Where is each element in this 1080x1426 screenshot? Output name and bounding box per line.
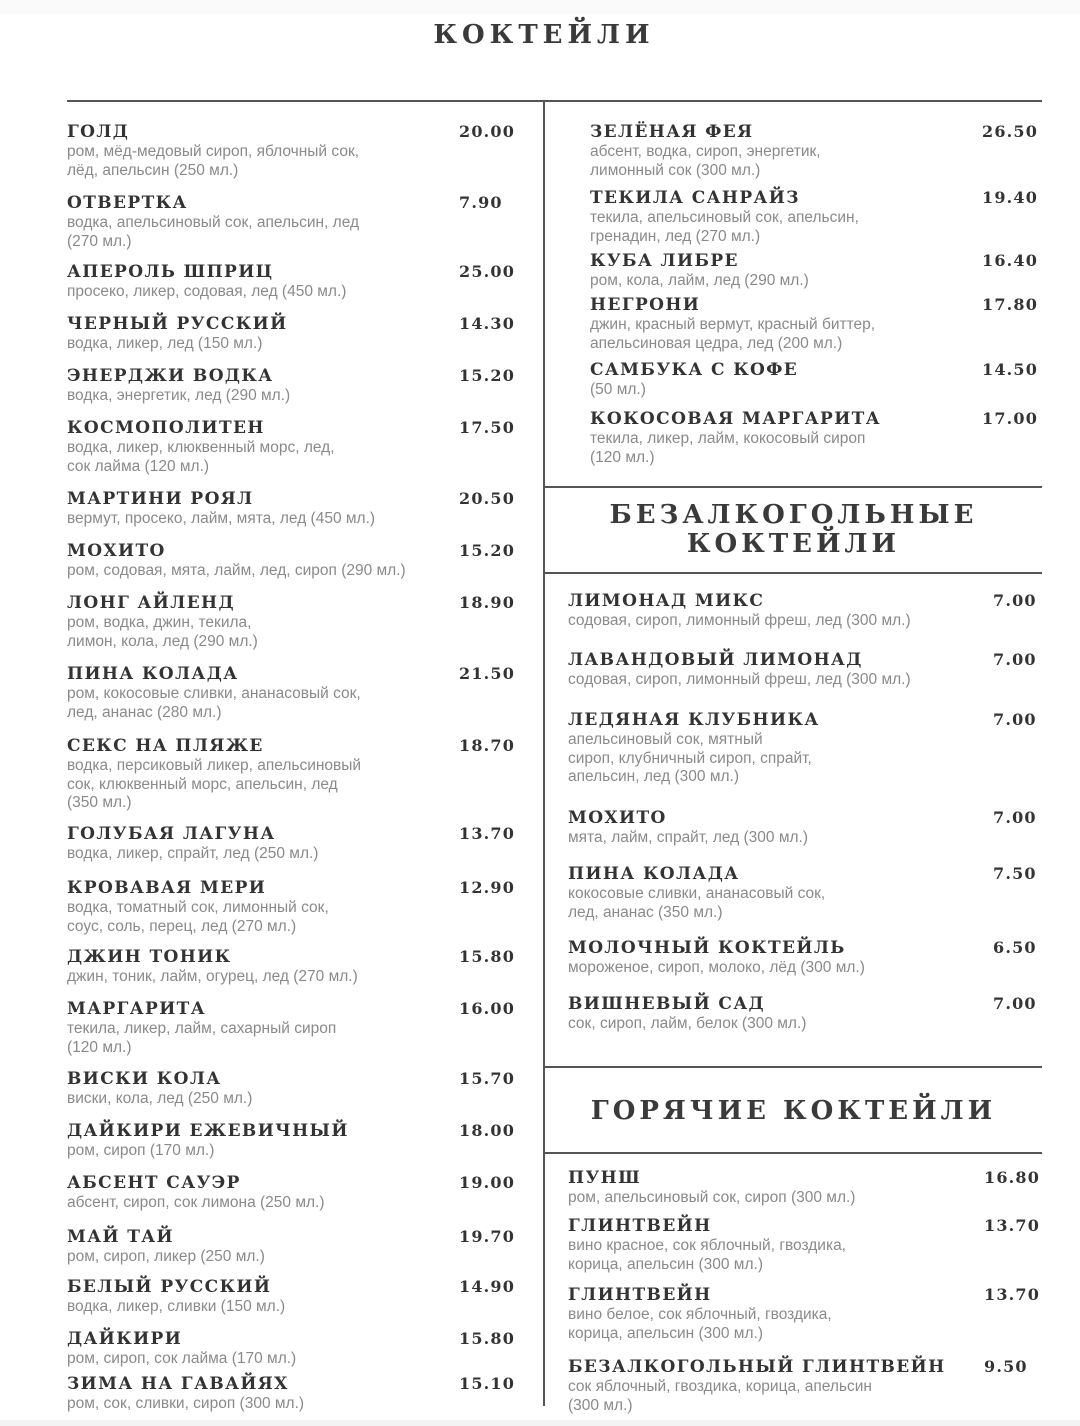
menu-item-name: ДЖИН ТОНИК <box>67 947 232 967</box>
menu-item-price: 18.90 <box>459 593 516 612</box>
menu-item-price: 18.70 <box>459 736 516 755</box>
menu-item-name: ЛОНГ АЙЛЕНД <box>67 593 236 613</box>
menu-item-price: 25.00 <box>459 262 516 281</box>
menu-item-name: ЭНЕРДЖИ ВОДКА <box>67 366 274 386</box>
menu-item-name: СЕКС НА ПЛЯЖЕ <box>67 736 264 756</box>
section-title-hot <box>545 1097 1042 1126</box>
description-line: кокосовые сливки, ананасовый сок, <box>568 885 826 902</box>
description-line: просеко, ликер, содовая, лед (450 мл.) <box>67 283 347 300</box>
menu-item-price: 13.70 <box>459 824 516 843</box>
menu-item-description <box>67 1020 336 1057</box>
menu-item-price: 19.40 <box>982 188 1039 207</box>
description-line: сироп, клубничный сироп, спрайт, <box>568 749 812 767</box>
section-title-line: ГОРЯЧИЕ КОКТЕЙЛИ <box>590 1096 997 1126</box>
menu-item-price: 19.70 <box>459 1227 516 1246</box>
menu-item-description <box>67 1350 296 1369</box>
menu-item-description <box>67 510 375 529</box>
menu-item-price: 21.50 <box>459 664 516 683</box>
description-line: вино белое, сок яблочный, гвоздика, <box>568 1306 832 1323</box>
menu-item-name: МАРГАРИТА <box>67 999 206 1019</box>
description-line: (120 мл.) <box>67 1038 132 1056</box>
description-line: водка, ликер, лед (150 мл.) <box>67 335 263 352</box>
menu-item-price: 13.70 <box>984 1216 1041 1235</box>
bottom-border-strip <box>0 1420 1080 1426</box>
menu-item-price: 7.00 <box>993 591 1037 610</box>
menu-item-name: МОХИТО <box>568 808 667 828</box>
section-title-line: БЕЗАЛКОГОЛЬНЫЕ <box>609 500 978 530</box>
menu-item-name: ВИСКИ КОЛА <box>67 1069 222 1089</box>
menu-item-description <box>67 845 318 864</box>
section-divider-nonalcoholic-top <box>545 486 1042 488</box>
description-line: лед, ананас (350 мл.) <box>568 903 723 921</box>
description-line: корица, апельсин (300 мл.) <box>568 1324 763 1342</box>
menu-item-price: 7.00 <box>993 994 1037 1013</box>
menu-item-name: ЛЕДЯНАЯ КЛУБНИКА <box>568 710 820 730</box>
menu-item-description <box>590 381 646 400</box>
description-line: сок, клюквенный морс, апельсин, лед <box>67 775 338 793</box>
menu-item-description <box>568 1015 806 1034</box>
menu-item-description <box>568 731 812 787</box>
menu-item-name: НЕГРОНИ <box>590 295 701 315</box>
description-line: ром, содовая, мята, лайм, лед, сироп (290 мл.) <box>67 562 406 579</box>
menu-item-price: 7.00 <box>993 808 1037 827</box>
description-line: ром, сироп, сок лайма (170 мл.) <box>67 1350 297 1367</box>
section-divider-hot-bottom <box>545 1152 1042 1154</box>
menu-item-name: ЧЕРНЫЙ РУССКИЙ <box>67 314 288 334</box>
section-divider-nonalcoholic-bottom <box>545 572 1042 574</box>
menu-item-description <box>67 283 346 302</box>
description-line: (270 мл.) <box>67 232 132 250</box>
menu-item-name: ПИНА КОЛАДА <box>568 864 740 884</box>
menu-item-price: 18.00 <box>459 1121 516 1140</box>
menu-item-price: 7.00 <box>993 710 1037 729</box>
menu-item-description <box>67 899 329 936</box>
description-line: мороженое, сироп, молоко, лёд (300 мл.) <box>568 959 865 976</box>
menu-item-name: ВИШНЕВЫЙ САД <box>568 994 766 1014</box>
menu-item-name: АБСЕНТ САУЭР <box>67 1173 241 1193</box>
menu-item-price: 16.80 <box>984 1168 1041 1187</box>
menu-item-price: 20.50 <box>459 489 516 508</box>
menu-item-name: КРОВАВАЯ МЕРИ <box>67 878 267 898</box>
menu-item-name: КОСМОПОЛИТЕН <box>67 418 265 438</box>
description-line: (350 мл.) <box>67 794 132 811</box>
menu-item-price: 14.90 <box>459 1277 516 1296</box>
menu-item-description <box>67 1298 285 1317</box>
description-line: ром, сироп (170 мл.) <box>67 1142 215 1159</box>
description-line: сок лайма (120 мл.) <box>67 457 210 475</box>
menu-item-price: 16.40 <box>982 251 1039 270</box>
description-line: водка, томатный сок, лимонный сок, <box>67 899 329 916</box>
description-line: ром, апельсиновый сок, сироп (300 мл.) <box>568 1189 856 1206</box>
menu-item-price: 15.20 <box>459 541 516 560</box>
menu-item-description <box>67 757 361 813</box>
description-line: джин, красный вермут, красный биттер, <box>590 316 876 333</box>
menu-item-price: 7.90 <box>459 193 503 212</box>
description-line: содовая, сироп, лимонный фреш, лед (300 мл.) <box>568 612 911 629</box>
menu-item-name: САМБУКА С КОФЕ <box>590 360 799 380</box>
menu-item-description <box>590 209 859 246</box>
menu-item-name: БЕЗАЛКОГОЛЬНЫЙ ГЛИНТВЕЙН <box>568 1357 946 1377</box>
menu-item-description <box>568 1378 872 1415</box>
menu-item-name: ГЛИНТВЕЙН <box>568 1216 712 1236</box>
menu-item-description <box>568 829 808 848</box>
description-line: лимонный сок (300 мл.) <box>590 161 761 179</box>
description-line: ром, сок, сливки, сироп (300 мл.) <box>67 1395 305 1412</box>
description-line: мята, лайм, спрайт, лед (300 мл.) <box>568 829 809 846</box>
menu-item-price: 13.70 <box>984 1285 1041 1304</box>
page-title: КОКТЕЙЛИ <box>433 20 655 50</box>
menu-item-description <box>568 671 911 690</box>
description-line: текила, ликер, лайм, сахарный сироп <box>67 1020 337 1037</box>
menu-item-name: ГОЛД <box>67 122 130 142</box>
menu-item-description <box>568 1306 832 1343</box>
description-line: апельсиновый сок, мятный <box>568 731 763 748</box>
menu-item-name: ПИНА КОЛАДА <box>67 664 239 684</box>
menu-item-price: 15.80 <box>459 947 516 966</box>
menu-item-price: 14.30 <box>459 314 516 333</box>
menu-item-name: ЛИМОНАД МИКС <box>568 591 765 611</box>
menu-item-name: ЗИМА НА ГАВАЙЯХ <box>67 1374 289 1394</box>
description-line: ром, сироп, ликер (250 мл.) <box>67 1248 265 1265</box>
menu-item-description <box>67 214 359 251</box>
menu-item-description <box>568 612 911 631</box>
column-divider <box>543 100 545 1406</box>
menu-item-description <box>67 1248 265 1267</box>
menu-item-name: МАЙ ТАЙ <box>67 1227 175 1247</box>
menu-item-price: 17.50 <box>459 418 516 437</box>
menu-item-name: ОТВЕРТКА <box>67 193 188 213</box>
menu-item-name: АПЕРОЛЬ ШПРИЦ <box>67 262 274 282</box>
description-line: лед, ананас (280 мл.) <box>67 703 222 721</box>
description-line: апельсин, лед (300 мл.) <box>568 768 739 785</box>
description-line: ром, водка, джин, текила, <box>67 614 252 631</box>
menu-item-name: ТЕКИЛА САНРАЙЗ <box>590 188 800 208</box>
menu-item-description <box>67 562 406 581</box>
description-line: водка, персиковый ликер, апельсиновый <box>67 757 362 774</box>
title-divider <box>67 100 1042 102</box>
menu-item-price: 16.00 <box>459 999 516 1018</box>
menu-item-description <box>67 439 335 476</box>
description-line: вино красное, сок яблочный, гвоздика, <box>568 1237 846 1254</box>
menu-item-description <box>67 968 358 987</box>
menu-item-description <box>67 387 290 406</box>
description-line: абсент, водка, сироп, энергетик, <box>590 143 821 160</box>
description-line: сок яблочный, гвоздика, корица, апельсин <box>568 1378 872 1395</box>
menu-item-price: 17.00 <box>982 409 1039 428</box>
menu-item-name: ГЛИНТВЕЙН <box>568 1285 712 1305</box>
menu-item-description <box>590 272 809 291</box>
section-divider-hot-top <box>545 1066 1042 1068</box>
menu-item-name: ЛАВАНДОВЫЙ ЛИМОНАД <box>568 650 863 670</box>
menu-item-description <box>67 1194 325 1213</box>
menu-item-description <box>67 143 359 180</box>
menu-item-price: 26.50 <box>982 122 1039 141</box>
menu-item-name: МОЛОЧНЫЙ КОКТЕЙЛЬ <box>568 938 846 958</box>
description-line: апельсиновая цедра, лед (200 мл.) <box>590 334 843 352</box>
description-line: соус, соль, перец, лед (270 мл.) <box>67 917 297 935</box>
menu-item-description <box>568 1237 846 1274</box>
menu-item-price: 20.00 <box>459 122 516 141</box>
menu-item-name: КУБА ЛИБРЕ <box>590 251 739 271</box>
description-line: водка, ликер, клюквенный морс, лед, <box>67 439 335 456</box>
description-line: (50 мл.) <box>590 381 646 398</box>
description-line: (300 мл.) <box>568 1396 633 1414</box>
description-line: джин, тоник, лайм, огурец, лед (270 мл.) <box>67 968 358 985</box>
menu-item-description <box>67 1142 214 1161</box>
menu-item-price: 7.00 <box>993 650 1037 669</box>
menu-item-name: КОКОСОВАЯ МАРГАРИТА <box>590 409 881 429</box>
description-line: корица, апельсин (300 мл.) <box>568 1255 763 1273</box>
menu-item-description <box>67 335 262 354</box>
menu-item-price: 15.20 <box>459 366 516 385</box>
menu-item-description <box>67 614 258 651</box>
menu-item-name: МОХИТО <box>67 541 166 561</box>
description-line: (120 мл.) <box>590 448 655 466</box>
description-line: водка, апельсиновый сок, апельсин, лед <box>67 214 360 231</box>
menu-item-name: ЗЕЛЁНАЯ ФЕЯ <box>590 122 754 142</box>
menu-item-name: ДАЙКИРИ <box>67 1329 183 1349</box>
description-line: водка, ликер, сливки (150 мл.) <box>67 1298 286 1315</box>
description-line: текила, ликер, лайм, кокосовый сироп <box>590 430 866 447</box>
menu-item-price: 7.50 <box>993 864 1037 883</box>
description-line: лимон, кола, лед (290 мл.) <box>67 632 258 650</box>
menu-item-price: 14.50 <box>982 360 1039 379</box>
description-line: ром, мёд-медовый сироп, яблочный сок, <box>67 143 360 160</box>
section-title-line: КОКТЕЙЛИ <box>686 529 901 559</box>
menu-item-price: 15.70 <box>459 1069 516 1088</box>
description-line: водка, ликер, спрайт, лед (250 мл.) <box>67 845 319 862</box>
description-line: ром, кокосовые сливки, ананасовый сок, <box>67 685 361 702</box>
description-line: вермут, просеко, лайм, мята, лед (450 мл.) <box>67 510 376 527</box>
description-line: гренадин, лед (270 мл.) <box>590 227 761 245</box>
menu-item-description <box>590 430 865 467</box>
menu-item-description <box>67 1395 304 1414</box>
menu-item-price: 17.80 <box>982 295 1039 314</box>
section-title-nonalcoholic <box>545 501 1042 559</box>
menu-item-price: 15.10 <box>459 1374 516 1393</box>
menu-item-description <box>590 316 875 353</box>
description-line: ром, кола, лайм, лед (290 мл.) <box>590 272 809 289</box>
description-line: текила, апельсиновый сок, апельсин, <box>590 209 859 226</box>
menu-item-description <box>568 1189 855 1208</box>
description-line: виски, кола, лед (250 мл.) <box>67 1090 253 1107</box>
menu-item-price: 12.90 <box>459 878 516 897</box>
menu-item-description <box>67 1090 252 1109</box>
menu-item-name: ГОЛУБАЯ ЛАГУНА <box>67 824 276 844</box>
menu-item-price: 15.80 <box>459 1329 516 1348</box>
menu-item-description <box>568 959 865 978</box>
menu-item-name: БЕЛЫЙ РУССКИЙ <box>67 1277 272 1297</box>
description-line: сок, сироп, лайм, белок (300 мл.) <box>568 1015 807 1032</box>
menu-item-description <box>590 143 821 180</box>
menu-item-description <box>67 685 361 722</box>
menu-item-name: МАРТИНИ РОЯЛ <box>67 489 254 509</box>
menu-item-price: 9.50 <box>984 1357 1028 1376</box>
top-border-strip <box>0 0 1080 14</box>
menu-item-price: 6.50 <box>993 938 1037 957</box>
menu-item-name: ДАЙКИРИ ЕЖЕВИЧНЫЙ <box>67 1121 349 1141</box>
menu-item-description <box>568 885 825 922</box>
description-line: абсент, сироп, сок лимона (250 мл.) <box>67 1194 325 1211</box>
description-line: содовая, сироп, лимонный фреш, лед (300 мл.) <box>568 671 911 688</box>
menu-item-price: 19.00 <box>459 1173 516 1192</box>
description-line: лёд, апельсин (250 мл.) <box>67 161 239 179</box>
menu-item-name: ПУНШ <box>568 1168 642 1188</box>
description-line: водка, энергетик, лед (290 мл.) <box>67 387 291 404</box>
